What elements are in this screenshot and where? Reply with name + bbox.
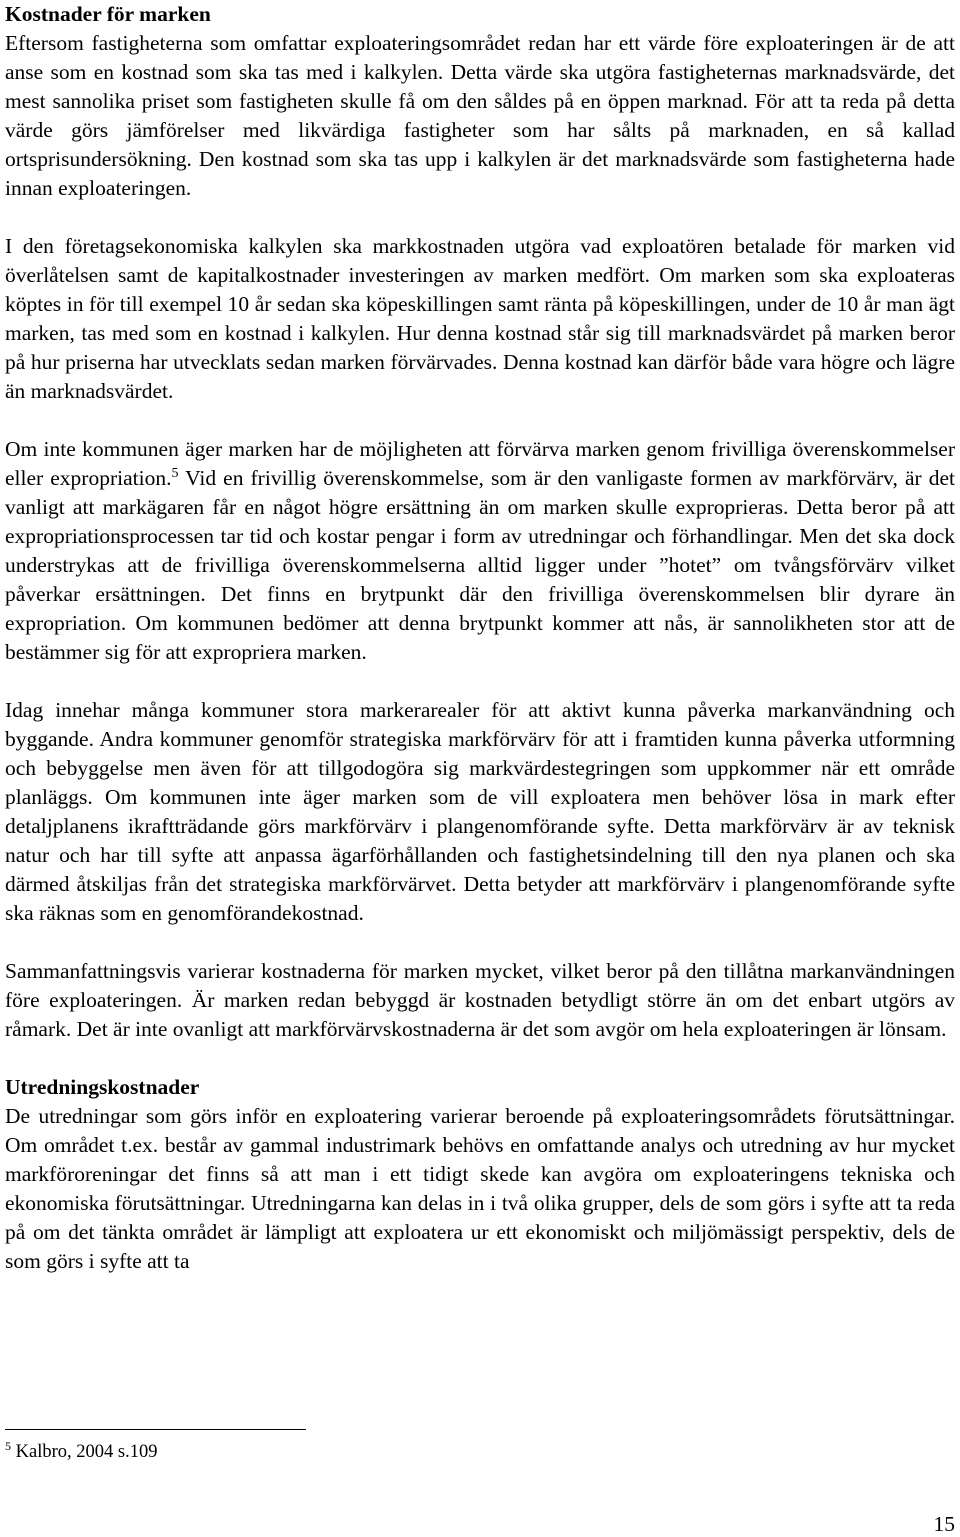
footnote <box>5 1440 157 1464</box>
document-page <box>5 0 955 1276</box>
section-heading-marken: Kostnader för marken <box>5 2 211 26</box>
paragraph-expropriation <box>5 435 955 667</box>
paragraph-sammanfattning: Sammanfattningsvis varierar kostnaderna för marken mycket, vilket beror på den tillåtna markanvändningen före exploateringen. Är marken redan bebyggd är kostnaden betydligt större än om det enbart utgörs av råmark. Det är inte ovanligt att markförvärvskostnaderna är det som avgör om hela exploateringen är lönsam. <box>5 959 955 1041</box>
footnote-text: Kalbro, 2004 s.109 <box>11 1442 158 1462</box>
paragraph-foretagsekonomisk: I den företagsekonomiska kalkylen ska markkostnaden utgöra vad exploatören betalade för marken vid överlåtelsen samt de kapitalkostnader investeringen av marken medfört. Om marken som ska exploateras köptes in för till exempel 10 år sedan ska köpeskillingen samt ränta på köpeskillingen, under de 10 år man ägt marken, tas med som en kostnad i kalkylen. Hur denna kostnad står sig till marknadsvärdet på marken beror på hur priserna har utvecklats sedan marken förvärvades. Denna kostnad kan därför både vara högre och lägre än marknadsvärdet. <box>5 234 955 403</box>
section-heading-utredning: Utredningskostnader <box>5 1075 200 1099</box>
footnote-reference[interactable]: 5 <box>171 466 179 481</box>
paragraph-marknadsvarde: Eftersom fastigheterna som omfattar exploateringsområdet redan har ett värde före exploateringen är de att anse som en kostnad som ska tas med i kalkylen. Detta värde ska utgöra fastigheternas marknadsvärde, det mest sannolika priset som fastigheten skulle få om den såldes på en öppen marknad. För att ta reda på detta värde görs jämförelser med likvärdiga fastigheter som har sålts på marknaden, en så kallad ortsprisundersökning. Den kostnad som ska tas upp i kalkylen är det marknadsvärde som fastigheterna hade innan exploateringen. <box>5 31 955 200</box>
footnote-divider <box>5 1429 306 1430</box>
paragraph-expropriation-part1: Om inte kommunen äger marken har de möjligheten att förvärva marken genom frivilliga överenskommelser eller expropriation. <box>5 437 955 490</box>
paragraph-expropriation-part2: Vid en frivillig överenskommelse, som är den vanligaste formen av markförvärv, är det vanligt att markägaren får en något högre ersättning än om marken skulle exproprieras. Detta beror på att expropriationsprocessen tar tid och kostar pengar i form av utredningar och förhandlingar. Men det ska dock understrykas att de frivilliga överenskommelserna alltid ligger under ”hotet” om tvångsförvärv vilket påverkar ersättningen. Det finns en brytpunkt där den frivilliga överenskommelsen blir dyrare än expropriation. Om kommunen bedömer att denna brytpunkt kommer att nås, är sannolikheten stor att de bestämmer sig för att expropriera marken. <box>5 466 955 664</box>
footnote-number: 5 <box>5 1439 11 1453</box>
paragraph-utredningar: De utredningar som görs inför en exploatering varierar beroende på exploateringsområdets förutsättningar. Om området t.ex. består av gammal industrimark behövs en omfattande analys och utredning av hur mycket markföroreningar det finns så att man i ett tidigt skede kan avgöra om exploateringens tekniska och ekonomiska förutsättningar. Utredningarna kan delas in i två olika grupper, dels de som görs i syfte att ta reda på om det tänkta området är lämpligt att exploatera ur ett ekonomiskt och miljömässigt perspektiv, dels de som görs i syfte att ta <box>5 1104 955 1273</box>
paragraph-markforvarv: Idag innehar många kommuner stora markerarealer för att aktivt kunna påverka markanvändning och byggande. Andra kommuner genomför strategiska markförvärv för att i framtiden kunna påverka utformning och bebyggelse men även för att tillgodogöra sig markvärdestegringen som uppkommer när ett område planläggs. Om kommunen inte äger marken som de vill exploatera men behöver lösa in mark efter detaljplanens ikraftträdande görs markförvärv i plangenomförande syfte. Detta markförvärv är av teknisk natur och har till syfte att anpassa ägarförhållanden och fastighetsindelning till den nya planen och ska därmed åtskiljas från det strategiska markförvärvet. Detta betyder att markförvärv i plangenomförande syfte ska räknas som en genomförandekostnad. <box>5 698 955 925</box>
page-number: 15 <box>933 1512 955 1536</box>
